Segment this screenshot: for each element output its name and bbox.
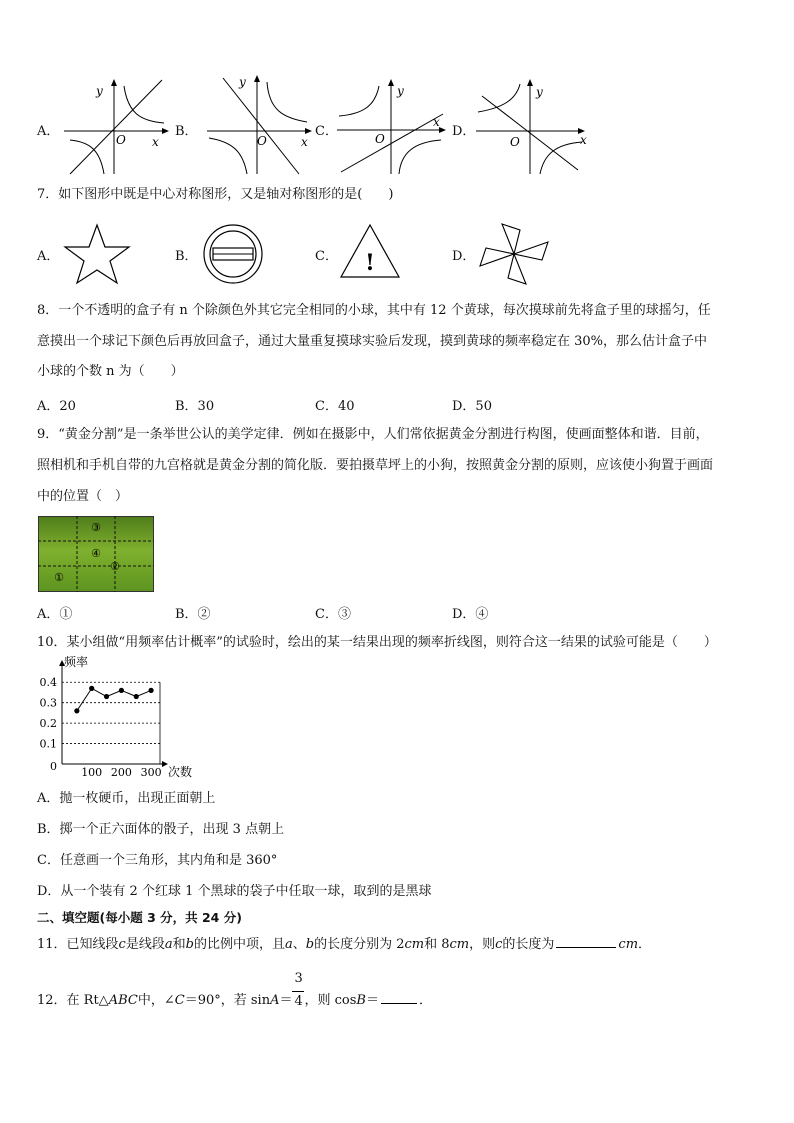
y-tick-label: 0.2 [39, 717, 57, 731]
q12-fraction-denominator: 4 [294, 994, 303, 1009]
q12-triangle-abc: ABC [108, 993, 138, 1008]
grid-label-1: ① [54, 571, 64, 584]
q8-line-2: 意摸出一个球记下颜色后再放回盒子，通过大量重复摸球实验后发现，摸到黄球的频率稳定在 30%，那么估计盒子中 [37, 334, 708, 349]
q7-option-b-label: B． [175, 249, 198, 264]
q11-end: ． [638, 937, 652, 952]
data-point [104, 694, 109, 699]
q6-d-y-label: y [536, 85, 543, 99]
q11-text-5: 、 [292, 937, 306, 952]
lawn-photo-grid [38, 516, 154, 592]
q8-option-b: B．30 [175, 399, 215, 414]
q6-a-y-label: y [96, 84, 103, 98]
q11-text-1: 11．已知线段 [37, 937, 119, 952]
origin-label: 0 [50, 760, 57, 773]
data-point [134, 694, 139, 699]
q12-fraction-numerator: 3 [294, 971, 303, 986]
q6-b-x-label: x [301, 135, 308, 149]
q11-text-7: 和 8 [424, 937, 450, 952]
no-entry-sign-icon [200, 222, 266, 286]
q8-line-1: 8．一个不透明的盒子有 n 个除颜色外其它完全相同的小球，其中有 12 个黄球，每次摸球前先将盒子里的球摇匀，任 [37, 303, 711, 318]
q6-b-origin-label: O [257, 134, 267, 148]
q11-unit-cm-3: cm [618, 937, 639, 952]
q6-graph-c [335, 78, 447, 176]
q12-end: ． [418, 993, 432, 1008]
data-point [119, 688, 124, 693]
q6-option-a-label: A． [37, 124, 60, 139]
q9-line-1: 9．“黄金分割”是一条举世公认的美学定律．例如在摄影中，人们常依据黄金分割进行构图，使画面整体和谐．目前， [37, 427, 709, 442]
x-axis-label: 次数 [168, 765, 193, 779]
q11-var-c: c [118, 937, 126, 952]
q12-var-c: C [174, 993, 185, 1008]
q11-var-c-2: c [495, 937, 503, 952]
q9-line-2: 照相机和手机自带的九宫格就是黄金分割的简化版．要拍摄草坪上的小狗，按照黄金分割的原则，应该使小狗置于画面 [37, 458, 714, 473]
q11-var-b: b [185, 937, 194, 952]
q11-text-6: 的长度分别为 2 [314, 937, 405, 952]
q11 [37, 934, 651, 954]
q6-option-d-label: D． [452, 124, 476, 139]
q6-c-origin-label: O [375, 132, 385, 146]
q12-text-6: ＝ [365, 993, 379, 1008]
q6-graph-d [474, 78, 592, 176]
q8-line-3: 小球的个数 n 为（ ） [37, 364, 184, 379]
q8-option-d: D．50 [452, 399, 492, 414]
q12-text-3: ＝90°，若 sin [184, 993, 271, 1008]
star-icon [62, 222, 132, 286]
q11-text-4: 的比例中项，且 [193, 937, 285, 952]
y-tick-label: 0.1 [39, 737, 57, 751]
q9-option-d: D．④ [452, 607, 489, 622]
q7-option-a-label: A． [37, 249, 60, 264]
q8-option-c: C．40 [315, 399, 355, 414]
series-line [77, 688, 151, 710]
frequency-line-chart [38, 654, 210, 782]
data-point [74, 708, 79, 713]
q11-answer-blank[interactable] [556, 934, 616, 948]
q6-graph-b [205, 72, 315, 176]
y-tick-label: 0.3 [39, 696, 57, 710]
q11-unit-cm-1: cm [404, 937, 425, 952]
q12-fraction [292, 971, 304, 1009]
q6-d-origin-label: O [510, 135, 520, 149]
y-tick-label: 0.4 [39, 676, 57, 690]
data-point [89, 686, 94, 691]
q6-a-origin-label: O [116, 133, 126, 147]
warning-triangle-icon [338, 222, 402, 282]
q10-option-d: D．从一个装有 2 个红球 1 个黑球的袋子中任取一球，取到的是黑球 [37, 884, 432, 899]
pinwheel-icon [476, 220, 552, 288]
q6-d-x-label: x [580, 133, 587, 147]
grid-label-4: ④ [91, 547, 101, 560]
q6-c-y-label: y [397, 84, 404, 98]
q11-text-8: ，则 [469, 937, 496, 952]
q11-text-9: 的长度为 [502, 937, 555, 952]
y-axis-label: 频率 [64, 655, 89, 669]
q7-option-c-label: C． [315, 249, 338, 264]
q11-var-a-2: a [284, 937, 293, 952]
q12-var-a: A [270, 993, 280, 1008]
q12-answer-blank[interactable] [381, 990, 417, 1004]
q9-option-b: B．② [175, 607, 211, 622]
q9-line-3: 中的位置（ ） [37, 489, 129, 504]
q11-unit-cm-2: cm [449, 937, 470, 952]
q11-text-2: 是线段 [125, 937, 165, 952]
warning-mark: ! [365, 250, 375, 276]
q12 [37, 971, 432, 1010]
q6-b-y-label: y [239, 75, 246, 89]
q12-text-2: 中，∠ [137, 993, 175, 1008]
q12-var-b: B [356, 993, 366, 1008]
q12-text-1: 12．在 Rt△ [37, 993, 109, 1008]
q6-option-b-label: B． [175, 124, 198, 139]
q9-option-c: C．③ [315, 607, 351, 622]
section-2-title: 二、填空题(每小题 3 分，共 24 分) [37, 910, 242, 925]
x-tick-label: 300 [140, 766, 162, 779]
q6-c-x-label: x [433, 115, 440, 129]
q8-option-a: A．20 [37, 399, 76, 414]
q12-text-5: ，则 cos [304, 993, 357, 1008]
q10-option-a: A．抛一枚硬币，出现正面朝上 [37, 791, 216, 806]
q7-stem: 7．如下图形中既是中心对称图形，又是轴对称图形的是( ) [37, 187, 394, 202]
q12-fraction-bar [292, 991, 304, 992]
q9-option-a: A．① [37, 607, 73, 622]
q12-text-4: ＝ [279, 993, 293, 1008]
q11-text-3: 和 [172, 937, 186, 952]
x-tick-label: 200 [110, 766, 132, 779]
q6-option-c-label: C． [315, 124, 338, 139]
q7-option-d-label: D． [452, 249, 476, 264]
q6-graph-a [62, 78, 172, 176]
q10-option-c: C．任意画一个三角形，其内角和是 360° [37, 853, 278, 868]
x-tick-label: 100 [81, 766, 103, 779]
q6-a-x-label: x [152, 135, 159, 149]
q10-option-b: B．掷一个正六面体的骰子，出现 3 点朝上 [37, 822, 285, 837]
grid-label-3: ③ [91, 521, 101, 534]
data-point [148, 688, 153, 693]
q11-var-b-2: b [305, 937, 315, 952]
grid-label-2: ② [110, 560, 120, 573]
q10-stem: 10．某小组做“用频率估计概率”的试验时，绘出的某一结果出现的频率折线图，则符合这一结果的试验可能是（ ） [37, 635, 717, 650]
q11-var-a: a [164, 937, 173, 952]
